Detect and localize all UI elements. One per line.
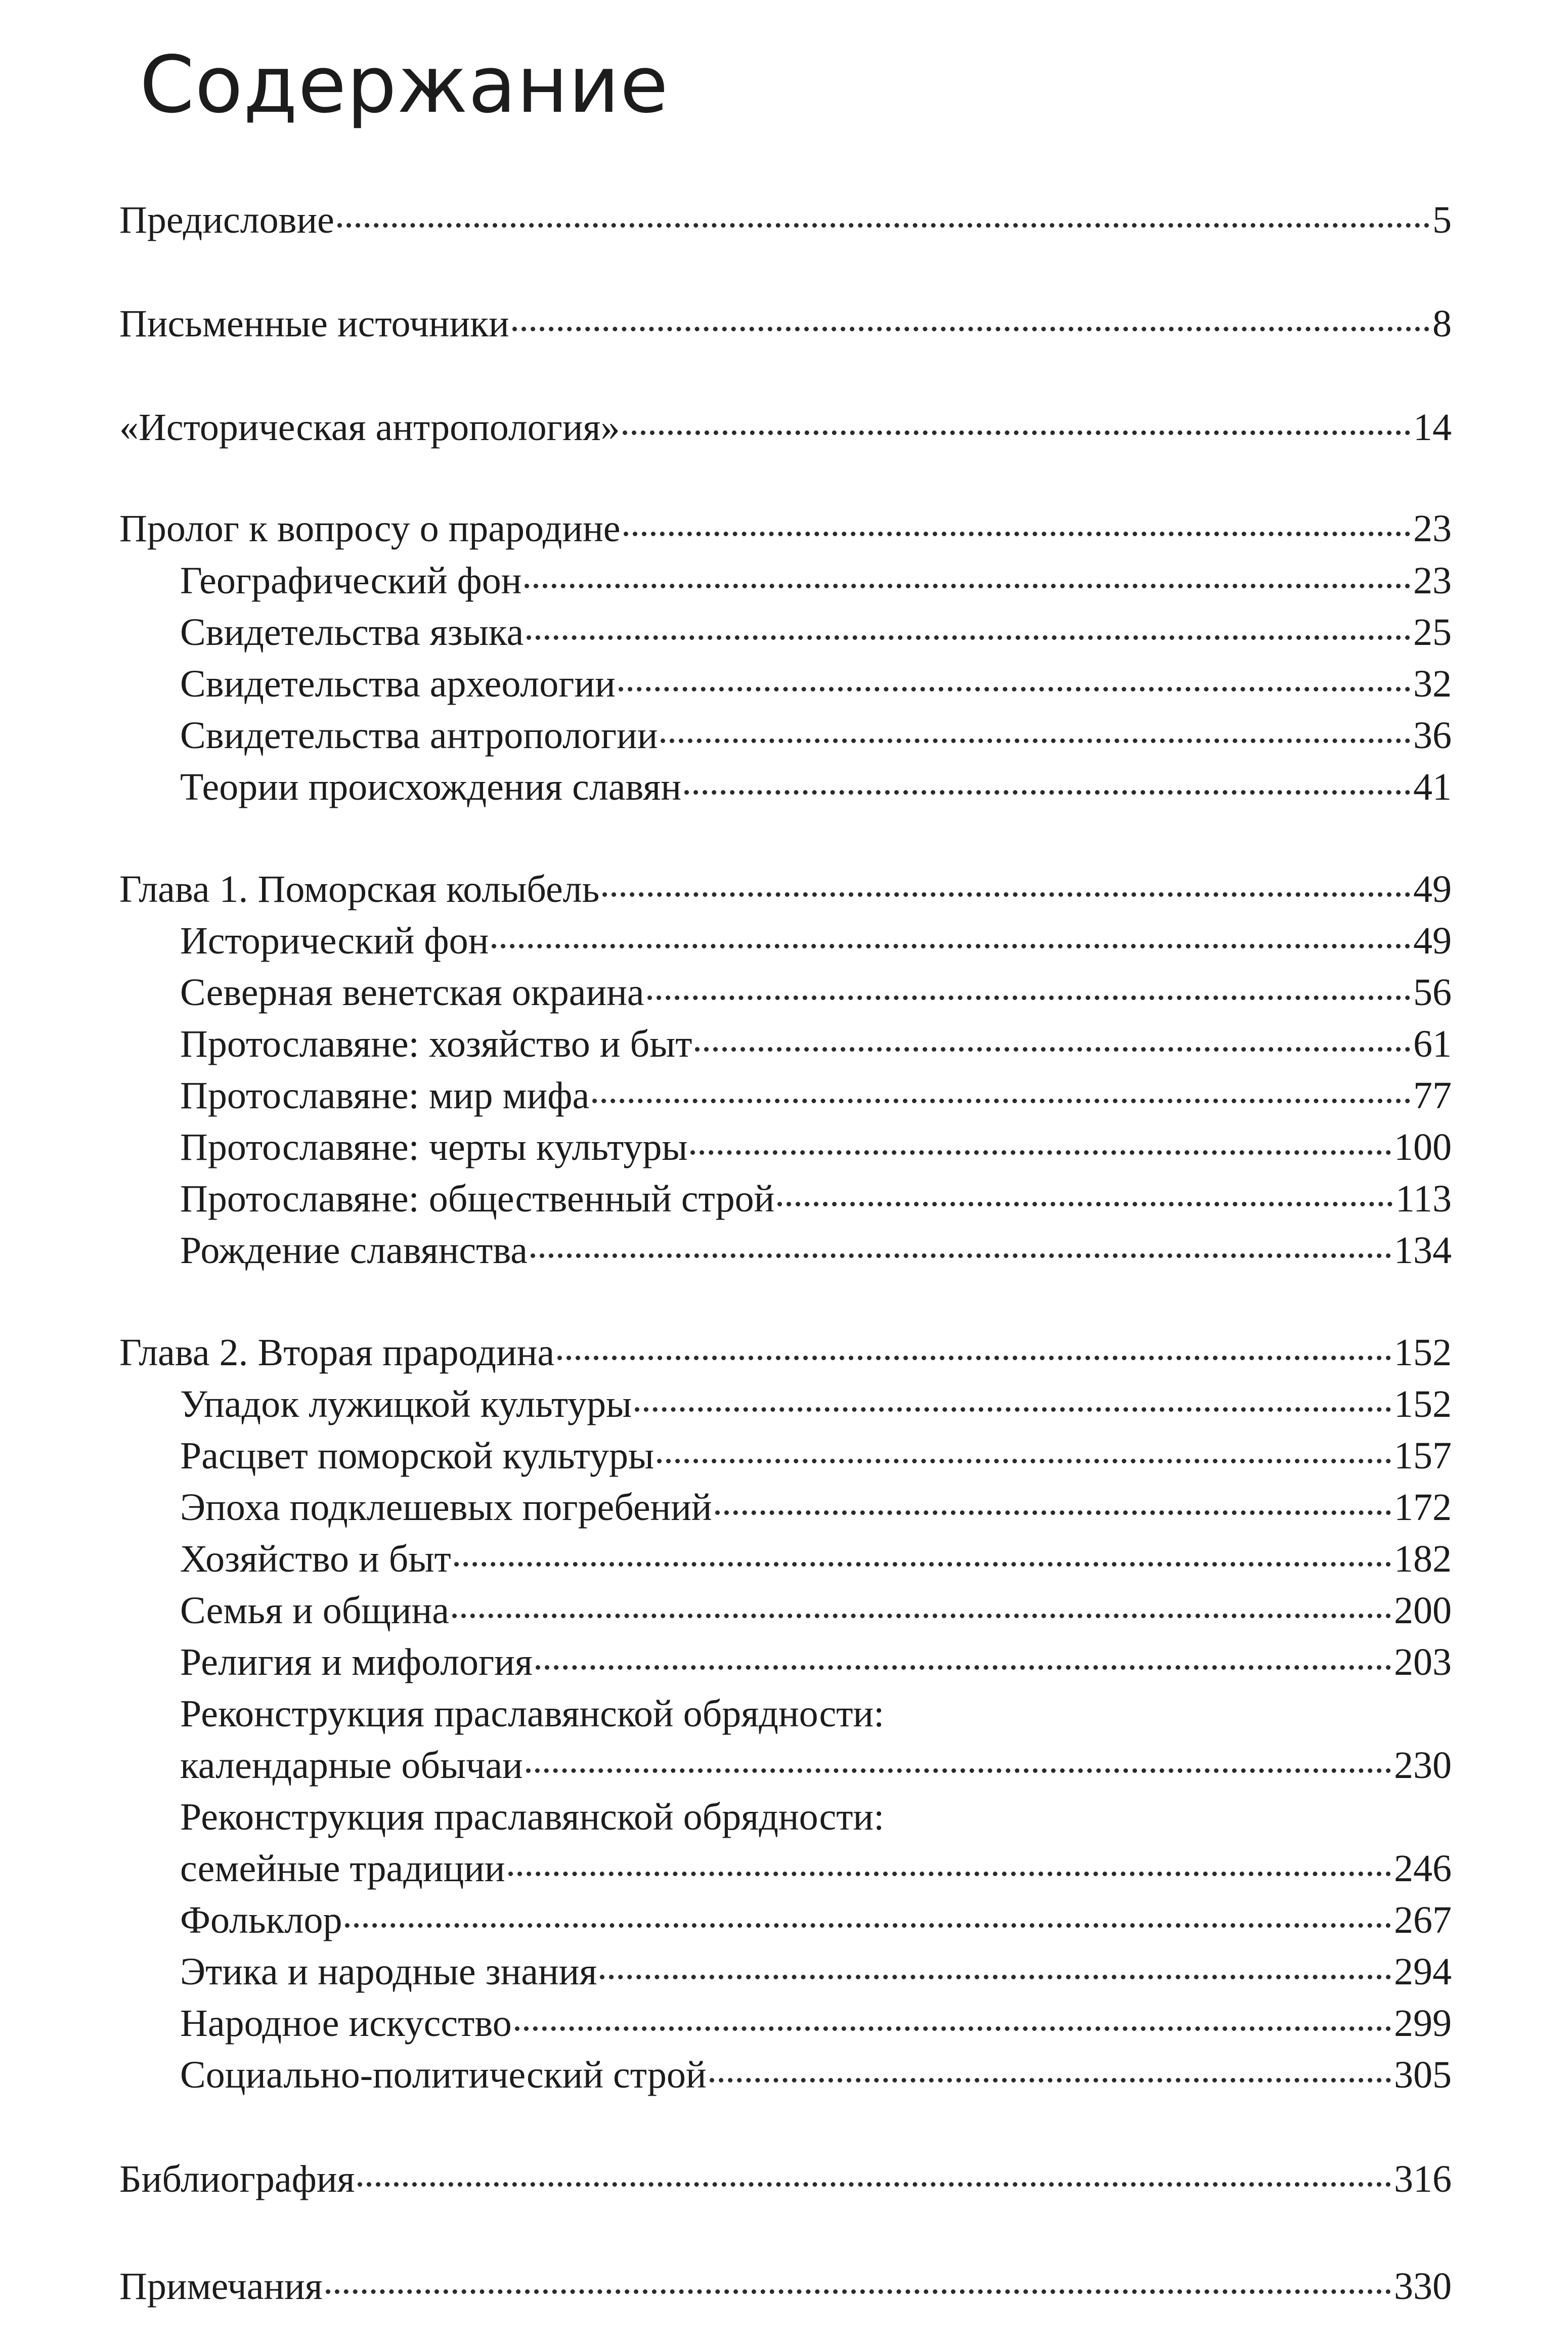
toc-entry[interactable] (119, 298, 1452, 349)
toc-entry-title: Реконструкция праславянской обрядности: (180, 1796, 885, 1838)
toc-subentry[interactable] (180, 1998, 1452, 2049)
toc-entry-title: Протославяне: черты культуры (180, 1126, 688, 1168)
toc-entry[interactable] (119, 2261, 1452, 2312)
dot-leader (508, 1872, 1391, 1876)
dot-leader (512, 327, 1429, 331)
toc-entry-page: 134 (1394, 1229, 1452, 1272)
dot-leader (661, 739, 1410, 743)
toc-entry-title: Пролог к вопросу о прародине (119, 507, 621, 550)
toc-entry-title: Глава 1. Поморская колыбель (119, 868, 600, 910)
dot-leader (536, 1665, 1391, 1670)
toc-entry-page: 49 (1413, 920, 1452, 962)
toc-entry-page: 267 (1394, 1899, 1452, 1941)
dot-leader (619, 687, 1410, 691)
dot-leader (492, 944, 1410, 948)
toc-entry-title: Глава 2. Вторая прародина (119, 1331, 555, 1374)
toc-entry-title: Предисловие (119, 199, 334, 241)
toc-entry-title: Северная венетская окраина (180, 971, 644, 1014)
toc-entry-page: 36 (1413, 714, 1452, 757)
toc-subentry[interactable] (180, 1792, 1452, 1842)
toc-subentry[interactable] (180, 1688, 1452, 1739)
toc-entry-title: Библиография (119, 2158, 355, 2200)
dot-leader (657, 1459, 1391, 1463)
dot-leader (527, 635, 1410, 640)
toc-entry-page: 330 (1394, 2265, 1452, 2308)
toc-subentry[interactable] (180, 1482, 1452, 1533)
toc-entry-page: 305 (1394, 2054, 1452, 2096)
toc-entry-title: Эпоха подклешевых погребений (180, 1486, 712, 1529)
toc-entry[interactable] (119, 402, 1452, 453)
toc-entry-title: Свидетельства археологии (180, 663, 616, 705)
dot-leader (777, 1202, 1392, 1206)
toc-entry-page: 49 (1413, 868, 1452, 910)
toc-entry-page: 5 (1432, 199, 1452, 241)
dot-leader (602, 892, 1410, 897)
toc-entry-page: 23 (1413, 507, 1452, 550)
toc-subentry[interactable] (180, 1225, 1452, 1276)
toc-entry[interactable] (119, 195, 1452, 245)
toc-subentry[interactable] (180, 607, 1452, 658)
toc-entry-page: 152 (1394, 1331, 1452, 1374)
toc-subentry[interactable] (180, 2050, 1452, 2100)
toc-subentry[interactable] (180, 1585, 1452, 1636)
toc-entry-title: Хозяйство и быт (180, 1538, 451, 1580)
toc-entry-title: Протославяне: общественный строй (180, 1178, 775, 1220)
dot-leader (525, 584, 1410, 588)
toc-subentry[interactable] (180, 1019, 1452, 1069)
toc-subentry[interactable] (180, 710, 1452, 761)
toc-subentry[interactable] (180, 1895, 1452, 1945)
toc-subentry[interactable] (180, 1946, 1452, 1997)
toc-entry-page: 100 (1394, 1126, 1452, 1168)
dot-leader (326, 2289, 1391, 2294)
toc-subentry[interactable] (180, 1070, 1452, 1121)
toc-entry-title: Социально-политический строй (180, 2054, 707, 2096)
toc-subentry[interactable] (180, 762, 1452, 812)
toc-entry-page: 299 (1394, 2002, 1452, 2045)
toc-entry-title: Упадок лужицкой культуры (180, 1383, 632, 1425)
toc-entry-title: «Историческая антропология» (119, 406, 620, 449)
toc-subentry[interactable] (180, 967, 1452, 1018)
toc-subentry[interactable] (180, 1637, 1452, 1687)
dot-leader (531, 1253, 1391, 1258)
dot-leader (715, 1510, 1391, 1515)
toc-entry-title: Географический фон (180, 559, 522, 602)
toc-subentry[interactable] (180, 1740, 1452, 1791)
dot-leader (452, 1614, 1391, 1618)
toc-entry-page: 182 (1394, 1538, 1452, 1580)
toc-subentry[interactable] (180, 555, 1452, 606)
toc-entry-page: 56 (1413, 971, 1452, 1014)
toc-entry[interactable] (119, 2154, 1452, 2204)
toc-entry-page: 8 (1432, 302, 1452, 345)
toc-entry-title: Исторический фон (180, 920, 489, 962)
toc-entry-page: 152 (1394, 1383, 1452, 1425)
dot-leader (557, 1356, 1391, 1360)
toc-entry-title: Семья и община (180, 1589, 449, 1632)
toc-entry[interactable] (119, 503, 1452, 554)
toc-entry[interactable] (119, 1327, 1452, 1378)
toc-entry-title: Этика и народные знания (180, 1950, 597, 1993)
toc-entry-page: 32 (1413, 663, 1452, 705)
dot-leader (695, 1047, 1410, 1052)
toc-entry-page: 246 (1394, 1847, 1452, 1890)
dot-leader (690, 1150, 1391, 1155)
toc-entry-page: 172 (1394, 1486, 1452, 1529)
toc-entry-title: семейные традиции (180, 1847, 505, 1890)
dot-leader (647, 995, 1410, 1000)
toc-entry-page: 41 (1413, 766, 1452, 808)
toc-entry[interactable] (119, 864, 1452, 915)
toc-subentry[interactable] (180, 1122, 1452, 1173)
toc-entry-title: Протославяне: хозяйство и быт (180, 1023, 692, 1065)
toc-entry-title: Фольклор (180, 1899, 342, 1941)
toc-entry-page: 316 (1394, 2158, 1452, 2200)
toc-entry-page: 230 (1394, 1744, 1452, 1787)
toc-entry-title: Примечания (119, 2265, 323, 2308)
toc-entry-title: Теории происхождения славян (180, 766, 682, 808)
dot-leader (358, 2182, 1391, 2187)
toc-entry-page: 113 (1395, 1178, 1452, 1220)
toc-entry-page: 203 (1394, 1641, 1452, 1683)
toc-entry-page: 157 (1394, 1435, 1452, 1477)
dot-leader (600, 1975, 1391, 1979)
toc-subentry[interactable] (180, 659, 1452, 709)
dot-leader (345, 1923, 1391, 1928)
toc-entry-title: Народное искусство (180, 2002, 512, 2045)
toc-entry-page: 25 (1413, 611, 1452, 654)
dot-leader (337, 223, 1429, 228)
dot-leader (684, 790, 1410, 795)
toc-entry-title: Реконструкция праславянской обрядности: (180, 1693, 885, 1735)
dot-leader (526, 1768, 1391, 1773)
toc-entry-title: Свидетельства языка (180, 611, 524, 654)
toc-entry-page: 77 (1413, 1074, 1452, 1117)
dot-leader (515, 2026, 1391, 2031)
toc-entry-title: Расцвет поморской культуры (180, 1435, 655, 1477)
dot-leader (623, 430, 1410, 435)
toc-entry-page: 14 (1413, 406, 1452, 449)
toc-entry-title: Письменные источники (119, 302, 509, 345)
toc-entry-title: Религия и мифология (180, 1641, 533, 1683)
toc-subentry[interactable] (180, 1174, 1452, 1224)
toc-subentry[interactable] (180, 1430, 1452, 1481)
page-title: Содержание (140, 39, 669, 131)
dot-leader (454, 1562, 1391, 1567)
toc-entry-title: Свидетельства антропологии (180, 714, 658, 757)
toc-subentry[interactable] (180, 1379, 1452, 1429)
toc-entry-page: 61 (1413, 1023, 1452, 1065)
dot-leader (635, 1407, 1391, 1412)
toc-entry-title: Протославяне: мир мифа (180, 1074, 590, 1117)
toc-subentry[interactable] (180, 1843, 1452, 1894)
toc-entry-page: 200 (1394, 1589, 1452, 1632)
toc-subentry[interactable] (180, 916, 1452, 966)
toc-entry-title: календарные обычаи (180, 1744, 523, 1787)
dot-leader (592, 1099, 1410, 1103)
toc-entry-page: 294 (1394, 1950, 1452, 1993)
toc-entry-page: 23 (1413, 559, 1452, 602)
toc-subentry[interactable] (180, 1534, 1452, 1584)
dot-leader (624, 532, 1410, 536)
dot-leader (710, 2078, 1391, 2082)
toc-entry-title: Рождение славянства (180, 1229, 528, 1272)
